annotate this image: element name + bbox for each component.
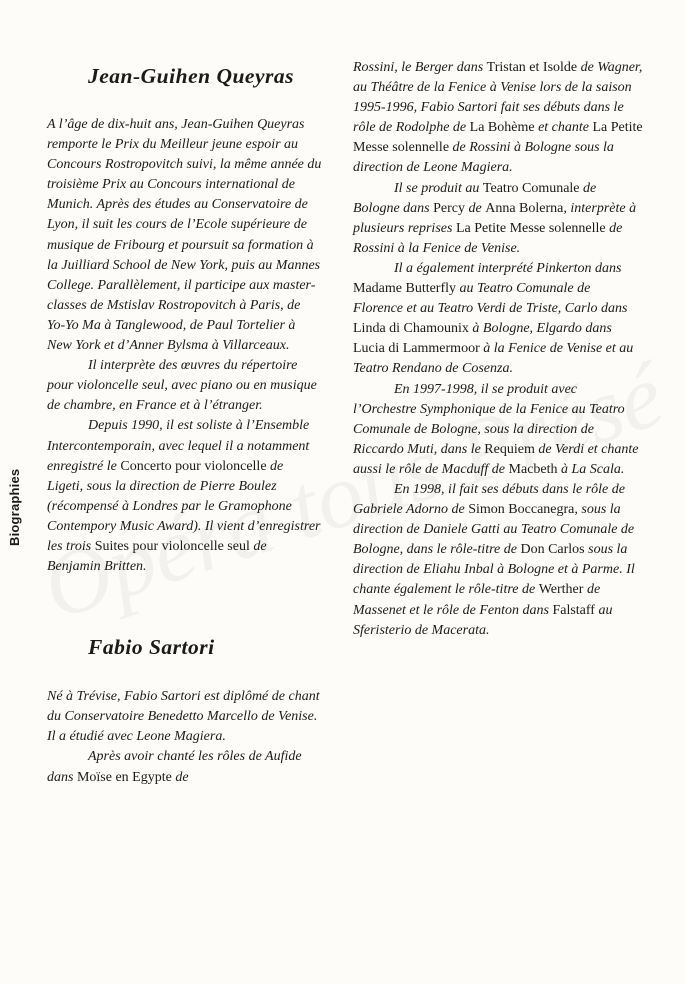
bio-text: Depuis 1990, il est soliste à l’Ensemble Intercontemporain, avec lequel il a notamment enregistré le: [47, 418, 310, 474]
bio-paragraph: [353, 259, 643, 380]
bio-paragraph: [47, 416, 322, 577]
bio-text: Après avoir chanté les rôles de Aufide dans: [47, 749, 302, 785]
bio-text: de Benjamin Britten.: [47, 538, 267, 575]
bio-text: Né à Trévise, Fabio Sartori est diplômé de chant du Conservatoire Benedetto Marcello de Venise. Il a étudié avec Leone Magiera.: [47, 689, 320, 745]
bio-text: à La Scala.: [557, 461, 625, 477]
work-title: Werther: [538, 582, 584, 598]
bio-paragraph: [353, 58, 643, 179]
heading-jean-guihen-queyras: Jean-Guihen Queyras: [88, 64, 295, 88]
work-title: Falstaff: [552, 602, 595, 618]
work-title: Anna Bolerna: [485, 200, 564, 216]
bio-paragraph: [353, 380, 643, 480]
bio-paragraph: [47, 356, 322, 416]
bio-text: Il a également interprété Pinkerton dans: [394, 260, 622, 276]
bio-text: de Rossini à la Fenice de Venise.: [353, 220, 623, 256]
bio-text: de Bologne dans: [353, 180, 597, 216]
bio-paragraph: [353, 179, 643, 259]
work-title: Lucia di Lammermoor: [353, 341, 480, 357]
bio-text: de Rossini à Bologne sous la direction de Leone Magiera.: [353, 140, 614, 176]
bio-text: Il interprète des œuvres du répertoire pour violoncelle seul, avec piano ou en musique de chambre, en France et à l’étranger.: [47, 358, 317, 414]
work-title: Percy: [433, 200, 465, 216]
bio-text: de Wagner, au Théâtre de la Fenice à Venise lors de la saison 1995-1996, Fabio Sartori fait ses débuts dans le rôle de Rodolphe de: [353, 60, 643, 136]
bio-text: Rossini, le Berger dans: [353, 60, 487, 75]
bio-text: A l’âge de dix-huit ans, Jean-Guihen Queyras remporte le Prix du Meilleur jeune espoir au Concours Rostropovitch suivi, la même année du troisième Prix au Concours international de Munich. Après des études au Conservatoire de Lyon, il suit les cours de l’Ecole supérieure de musique de Fribourg et poursuit sa formation à la Juilliard School de New York, puis au Mannes College. Parallèlement, il participe aux master-classes de Mstislav Rostropovitch à Paris, de Yo-Yo Ma à Tanglewood, de Paul Tortelier à New York et d’Anner Bylsma à Villarceaux.: [47, 117, 322, 354]
work-title: Moïse en Egypte: [76, 769, 172, 785]
bio-text: En 1997-1998, il se produit avec l’Orchestre Symphonique de la Fenice au Teatro Comunale de Bologne, sous la direction de Riccardo Muti, dans le: [353, 381, 625, 457]
bio-text: au Teatro Comunale de Florence et au Teatro Verdi de Triste, Carlo dans: [353, 281, 628, 317]
bio-paragraph: [47, 687, 322, 747]
work-title: Macbeth: [508, 461, 558, 477]
bio-text: de: [171, 769, 189, 785]
bio-text: de Verdi et chante aussi le rôle de Macduff de: [353, 441, 639, 477]
work-title: Linda di Chamounix: [353, 321, 469, 337]
bio-text: , sous la direction de Daniele Gatti au Teatro Comunale de Bologne, dans le rôle-titre de: [353, 502, 635, 558]
bio-text: à Bologne, Elgardo dans: [468, 321, 612, 337]
bio-text: au Sferisterio de Macerata.: [353, 602, 613, 638]
work-title: Madame Butterfly: [353, 281, 457, 297]
work-title: Requiem: [484, 441, 535, 457]
bio-text: Il se produit au: [394, 180, 483, 196]
bio-text: et chante: [534, 120, 593, 136]
bio-paragraph: [47, 115, 322, 356]
work-title: Suites pour violoncelle seul: [94, 538, 250, 554]
right-column: [353, 58, 643, 641]
work-title: Don Carlos: [520, 542, 585, 558]
work-title: Tristan et Isolde: [486, 60, 578, 75]
bio-text: à la Fenice de Venise et au Teatro Rendano de Cosenza.: [353, 341, 634, 377]
work-title: Teatro Comunale: [482, 180, 580, 196]
bio-text: de: [465, 200, 486, 216]
work-title: La Petite Messe solennelle: [353, 120, 643, 156]
work-title: Concerto pour violoncelle: [120, 458, 267, 474]
work-title: La Bohème: [469, 120, 535, 136]
bio-paragraph: [353, 480, 643, 641]
bio-text: de Massenet et le rôle de Fenton dans: [353, 582, 601, 618]
section-label-biographies: Biographies: [7, 468, 22, 546]
work-title: Simon Boccanegra: [468, 502, 575, 518]
bio-text: sous la direction de Eliahu Inbal à Bologne et à Parme. Il chante également le rôle-titre de: [353, 542, 635, 598]
bio-paragraph: [47, 747, 322, 787]
left-column: [47, 60, 322, 788]
bio-text: , interprète à plusieurs reprises: [353, 200, 637, 236]
work-title: La Petite Messe solennelle: [455, 220, 606, 236]
heading-fabio-sartori: Fabio Sartori: [88, 635, 215, 660]
bio-text: En 1998, il fait ses débuts dans le rôle de Gabriele Adorno de: [353, 481, 625, 518]
bio-text: de Ligeti, sous la direction de Pierre Boulez (récompensé à Londres par le Gramophone Contempory Music Award). Il vient d’enregistrer les trois: [47, 458, 321, 554]
